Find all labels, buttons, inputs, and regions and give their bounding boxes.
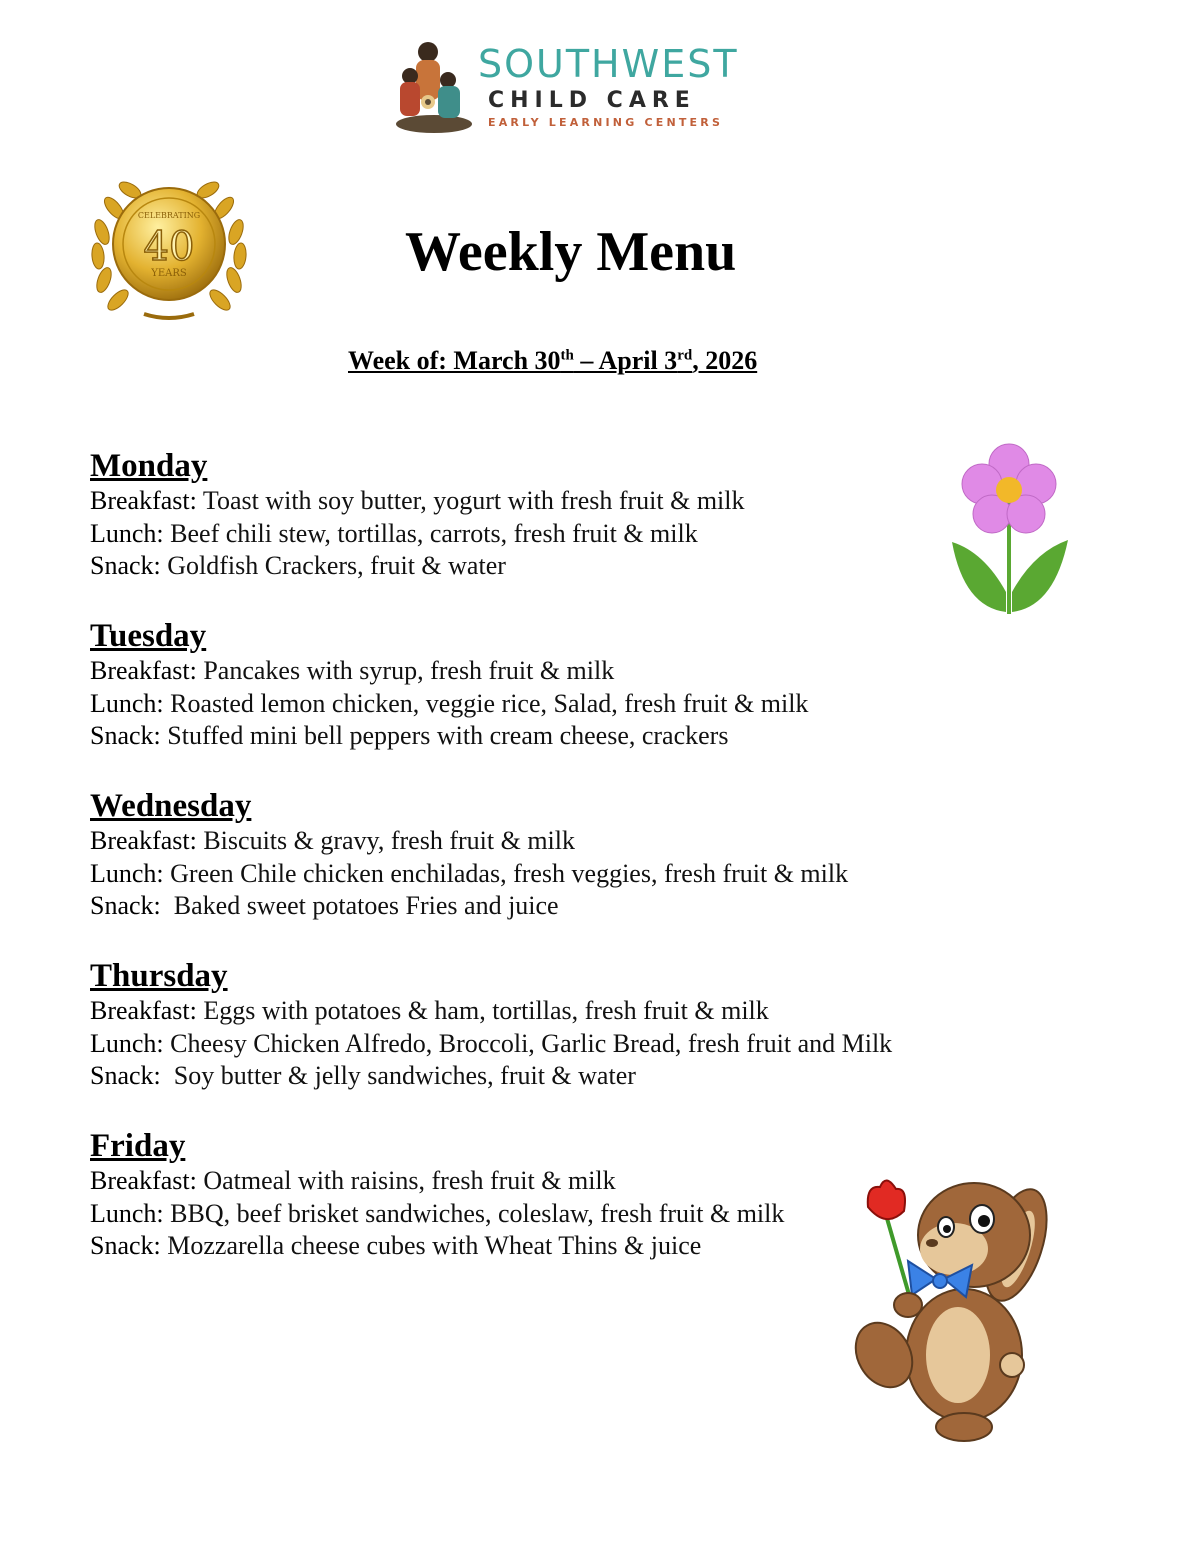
anniversary-medal [88, 172, 250, 324]
medal-number: 40 [143, 224, 195, 270]
lunch-value: Cheesy Chicken Alfredo, Broccoli, Garlic Bread, fresh fruit and Milk [163, 1028, 893, 1058]
snack-line [90, 1060, 950, 1093]
snack-label: Snack: [90, 721, 161, 750]
week-middle: – April 3 [573, 346, 678, 375]
company-logo [392, 36, 772, 136]
day-tuesday [90, 617, 950, 753]
snack-label: Snack: [90, 891, 161, 920]
lunch-line [90, 1028, 950, 1061]
bunny-illustration [846, 1165, 1066, 1445]
logo-line-1: SOUTHWEST [478, 42, 739, 86]
medal-top-text: CELEBRATING [137, 211, 201, 220]
lunch-value: Roasted lemon chicken, veggie rice, Salad, fresh fruit & milk [163, 688, 809, 718]
snack-value: Stuffed mini bell peppers with cream cheese, crackers [160, 721, 729, 750]
breakfast-label: Breakfast: [90, 656, 197, 685]
breakfast-value: Pancakes with syrup, fresh fruit & milk [196, 656, 615, 685]
lunch-value: BBQ, beef brisket sandwiches, coleslaw, fresh fruit & milk [163, 1198, 785, 1228]
breakfast-value: Biscuits & gravy, fresh fruit & milk [196, 826, 575, 855]
lunch-line [90, 688, 950, 721]
snack-line [90, 890, 950, 923]
page-title: Weekly Menu [405, 221, 737, 283]
lunch-label: Lunch: [90, 1028, 164, 1058]
bunny-with-tulip-icon [846, 1165, 1066, 1445]
day-monday [90, 447, 950, 583]
day-name: Friday [90, 1128, 186, 1164]
snack-label: Snack: [90, 551, 161, 580]
lunch-label: Lunch: [90, 1198, 164, 1228]
snack-line [90, 720, 950, 753]
snack-value: Goldfish Crackers, fruit & water [160, 551, 506, 580]
flower-icon [944, 442, 1074, 622]
day-name: Thursday [90, 958, 228, 994]
lunch-line [90, 858, 950, 891]
week-prefix: Week of: March 30 [348, 346, 561, 375]
day-name: Tuesday [90, 618, 207, 654]
breakfast-line [90, 825, 950, 858]
breakfast-line [90, 485, 950, 518]
snack-line [90, 550, 950, 583]
snack-value: Mozzarella cheese cubes with Wheat Thins & juice [160, 1231, 702, 1260]
snack-value: Baked sweet potatoes Fries and juice [160, 891, 559, 920]
snack-line [90, 1230, 950, 1263]
lunch-label: Lunch: [90, 688, 164, 718]
week-sup-1: th [560, 347, 574, 364]
breakfast-label: Breakfast: [90, 826, 197, 855]
week-suffix: , 2026 [692, 346, 758, 375]
lunch-label: Lunch: [90, 858, 164, 888]
breakfast-value: Eggs with potatoes & ham, tortillas, fresh fruit & milk [196, 996, 769, 1025]
breakfast-value: Oatmeal with raisins, fresh fruit & milk [196, 1166, 616, 1195]
lunch-label: Lunch: [90, 518, 164, 548]
lunch-line [90, 518, 950, 551]
breakfast-line [90, 995, 950, 1028]
breakfast-label: Breakfast: [90, 486, 197, 515]
breakfast-line [90, 655, 950, 688]
medal-bottom-text: YEARS [151, 268, 187, 279]
day-friday [90, 1127, 950, 1263]
day-name: Wednesday [90, 788, 252, 824]
lunch-line [90, 1198, 950, 1231]
logo-line-2: CHILD CARE [488, 88, 696, 113]
snack-label: Snack: [90, 1061, 161, 1090]
flower-illustration [944, 442, 1074, 622]
breakfast-line [90, 1165, 950, 1198]
breakfast-value: Toast with soy butter, yogurt with fresh fruit & milk [196, 486, 745, 515]
logo-line-3: EARLY LEARNING CENTERS [488, 116, 724, 129]
day-wednesday [90, 787, 950, 923]
day-name: Monday [90, 448, 208, 484]
snack-value: Soy butter & jelly sandwiches, fruit & water [160, 1061, 636, 1090]
breakfast-label: Breakfast: [90, 996, 197, 1025]
laurel-medal-icon [88, 172, 250, 324]
breakfast-label: Breakfast: [90, 1166, 197, 1195]
family-figures-icon [392, 36, 474, 136]
lunch-value: Beef chili stew, tortillas, carrots, fresh fruit & milk [163, 518, 698, 548]
week-range [348, 346, 757, 376]
lunch-value: Green Chile chicken enchiladas, fresh veggies, fresh fruit & milk [163, 858, 849, 888]
week-sup-2: rd [677, 347, 693, 364]
day-thursday [90, 957, 950, 1093]
snack-label: Snack: [90, 1231, 161, 1260]
